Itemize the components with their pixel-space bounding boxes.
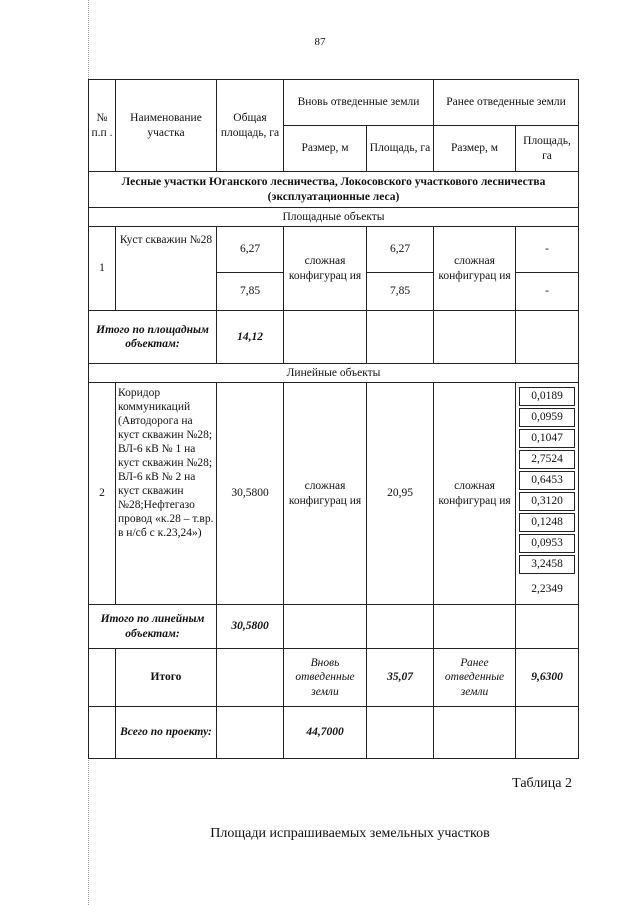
header-total-area: Общая площадь, га [217, 80, 284, 172]
row1-prev-size: сложная конфигурац ия [434, 227, 516, 311]
total-prev-value: 9,6300 [516, 649, 579, 707]
row1-new-size: сложная конфигурац ия [284, 227, 367, 311]
empty-cell [367, 707, 434, 759]
prev-area-item: 0,1047 [519, 429, 575, 448]
empty-cell [516, 311, 579, 364]
row1-name: Куст скважин №28 [116, 227, 217, 311]
empty-cell [89, 707, 116, 759]
row1-num: 1 [89, 227, 116, 311]
header-new-lands: Вновь отведенные земли [284, 80, 434, 126]
header-num: № п.п . [89, 80, 116, 172]
project-total-label: Всего по проекту: [116, 707, 217, 759]
row2-name: Коридор коммуникаций (Автодорога на куст скважин №28; ВЛ-6 кВ № 1 на куст скважин №28; ВЛ-6 кВ № 2 на куст скважин №28;Нефтегазо провод «к.28 – т.вр. в н/сб с к.23,24») [116, 383, 217, 605]
total-new-value: 35,07 [367, 649, 434, 707]
subtotal-areal-value: 14,12 [217, 311, 284, 364]
empty-cell [367, 605, 434, 649]
subtotal-linear-value: 30,5800 [217, 605, 284, 649]
project-total-value: 44,7000 [284, 707, 367, 759]
header-new-size: Размер, м [284, 126, 367, 172]
row1-total-b: 7,85 [217, 273, 284, 311]
prev-area-item: 0,1248 [519, 513, 575, 532]
total-prev-label: Ранее отведенные земли [434, 649, 516, 707]
header-prev-lands: Ранее отведенные земли [434, 80, 579, 126]
prev-area-item: 2,7524 [519, 450, 575, 469]
row1-new-area-b: 7,85 [367, 273, 434, 311]
land-plots-table [88, 79, 579, 759]
subtotal-linear-label: Итого по линейным объектам: [89, 605, 217, 649]
row2-new-size: сложная конфигурац ия [284, 383, 367, 605]
prev-area-item: 3,2458 [519, 555, 575, 574]
empty-cell [516, 605, 579, 649]
empty-cell [434, 707, 516, 759]
prev-area-item: 2,2349 [531, 583, 563, 595]
row2-prev-areas [516, 383, 579, 605]
section-title: Лесные участки Юганского лесничества, Локосовского участкового лесничества (эксплуатационные леса) [89, 172, 579, 208]
row1-total-a: 6,27 [217, 227, 284, 273]
header-name: Наименование участка [116, 80, 217, 172]
row1-prev-area-b: - [516, 273, 579, 311]
page-number: 87 [314, 36, 326, 48]
empty-cell [217, 649, 284, 707]
empty-cell [284, 605, 367, 649]
areal-objects-header: Площадные объекты [89, 208, 579, 227]
empty-cell [434, 311, 516, 364]
total-label: Итого [116, 649, 217, 707]
empty-cell [284, 311, 367, 364]
header-prev-size: Размер, м [434, 126, 516, 172]
row1-new-area-a: 6,27 [367, 227, 434, 273]
empty-cell [434, 605, 516, 649]
header-prev-area: Площадь, га [516, 126, 579, 172]
table2-title: Таблица 2 [512, 776, 572, 791]
empty-cell [516, 707, 579, 759]
empty-cell [217, 707, 284, 759]
row2-total: 30,5800 [217, 383, 284, 605]
table2-caption: Площади испрашиваемых земельных участков [210, 826, 490, 841]
linear-objects-header: Линейные объекты [89, 364, 579, 383]
empty-cell [367, 311, 434, 364]
header-new-area: Площадь, га [367, 126, 434, 172]
row1-prev-area-a: - [516, 227, 579, 273]
subtotal-areal-label: Итого по площадным объектам: [89, 311, 217, 364]
prev-area-item: 0,3120 [519, 492, 575, 511]
row2-prev-size: сложная конфигурац ия [434, 383, 516, 605]
prev-area-item: 0,6453 [519, 471, 575, 490]
prev-area-item: 0,0189 [519, 387, 575, 406]
row2-num: 2 [89, 383, 116, 605]
prev-area-item: 0,0959 [519, 408, 575, 427]
empty-cell [89, 649, 116, 707]
row2-new-area: 20,95 [367, 383, 434, 605]
total-new-label: Вновь отведенные земли [284, 649, 367, 707]
prev-area-item: 0,0953 [519, 534, 575, 553]
